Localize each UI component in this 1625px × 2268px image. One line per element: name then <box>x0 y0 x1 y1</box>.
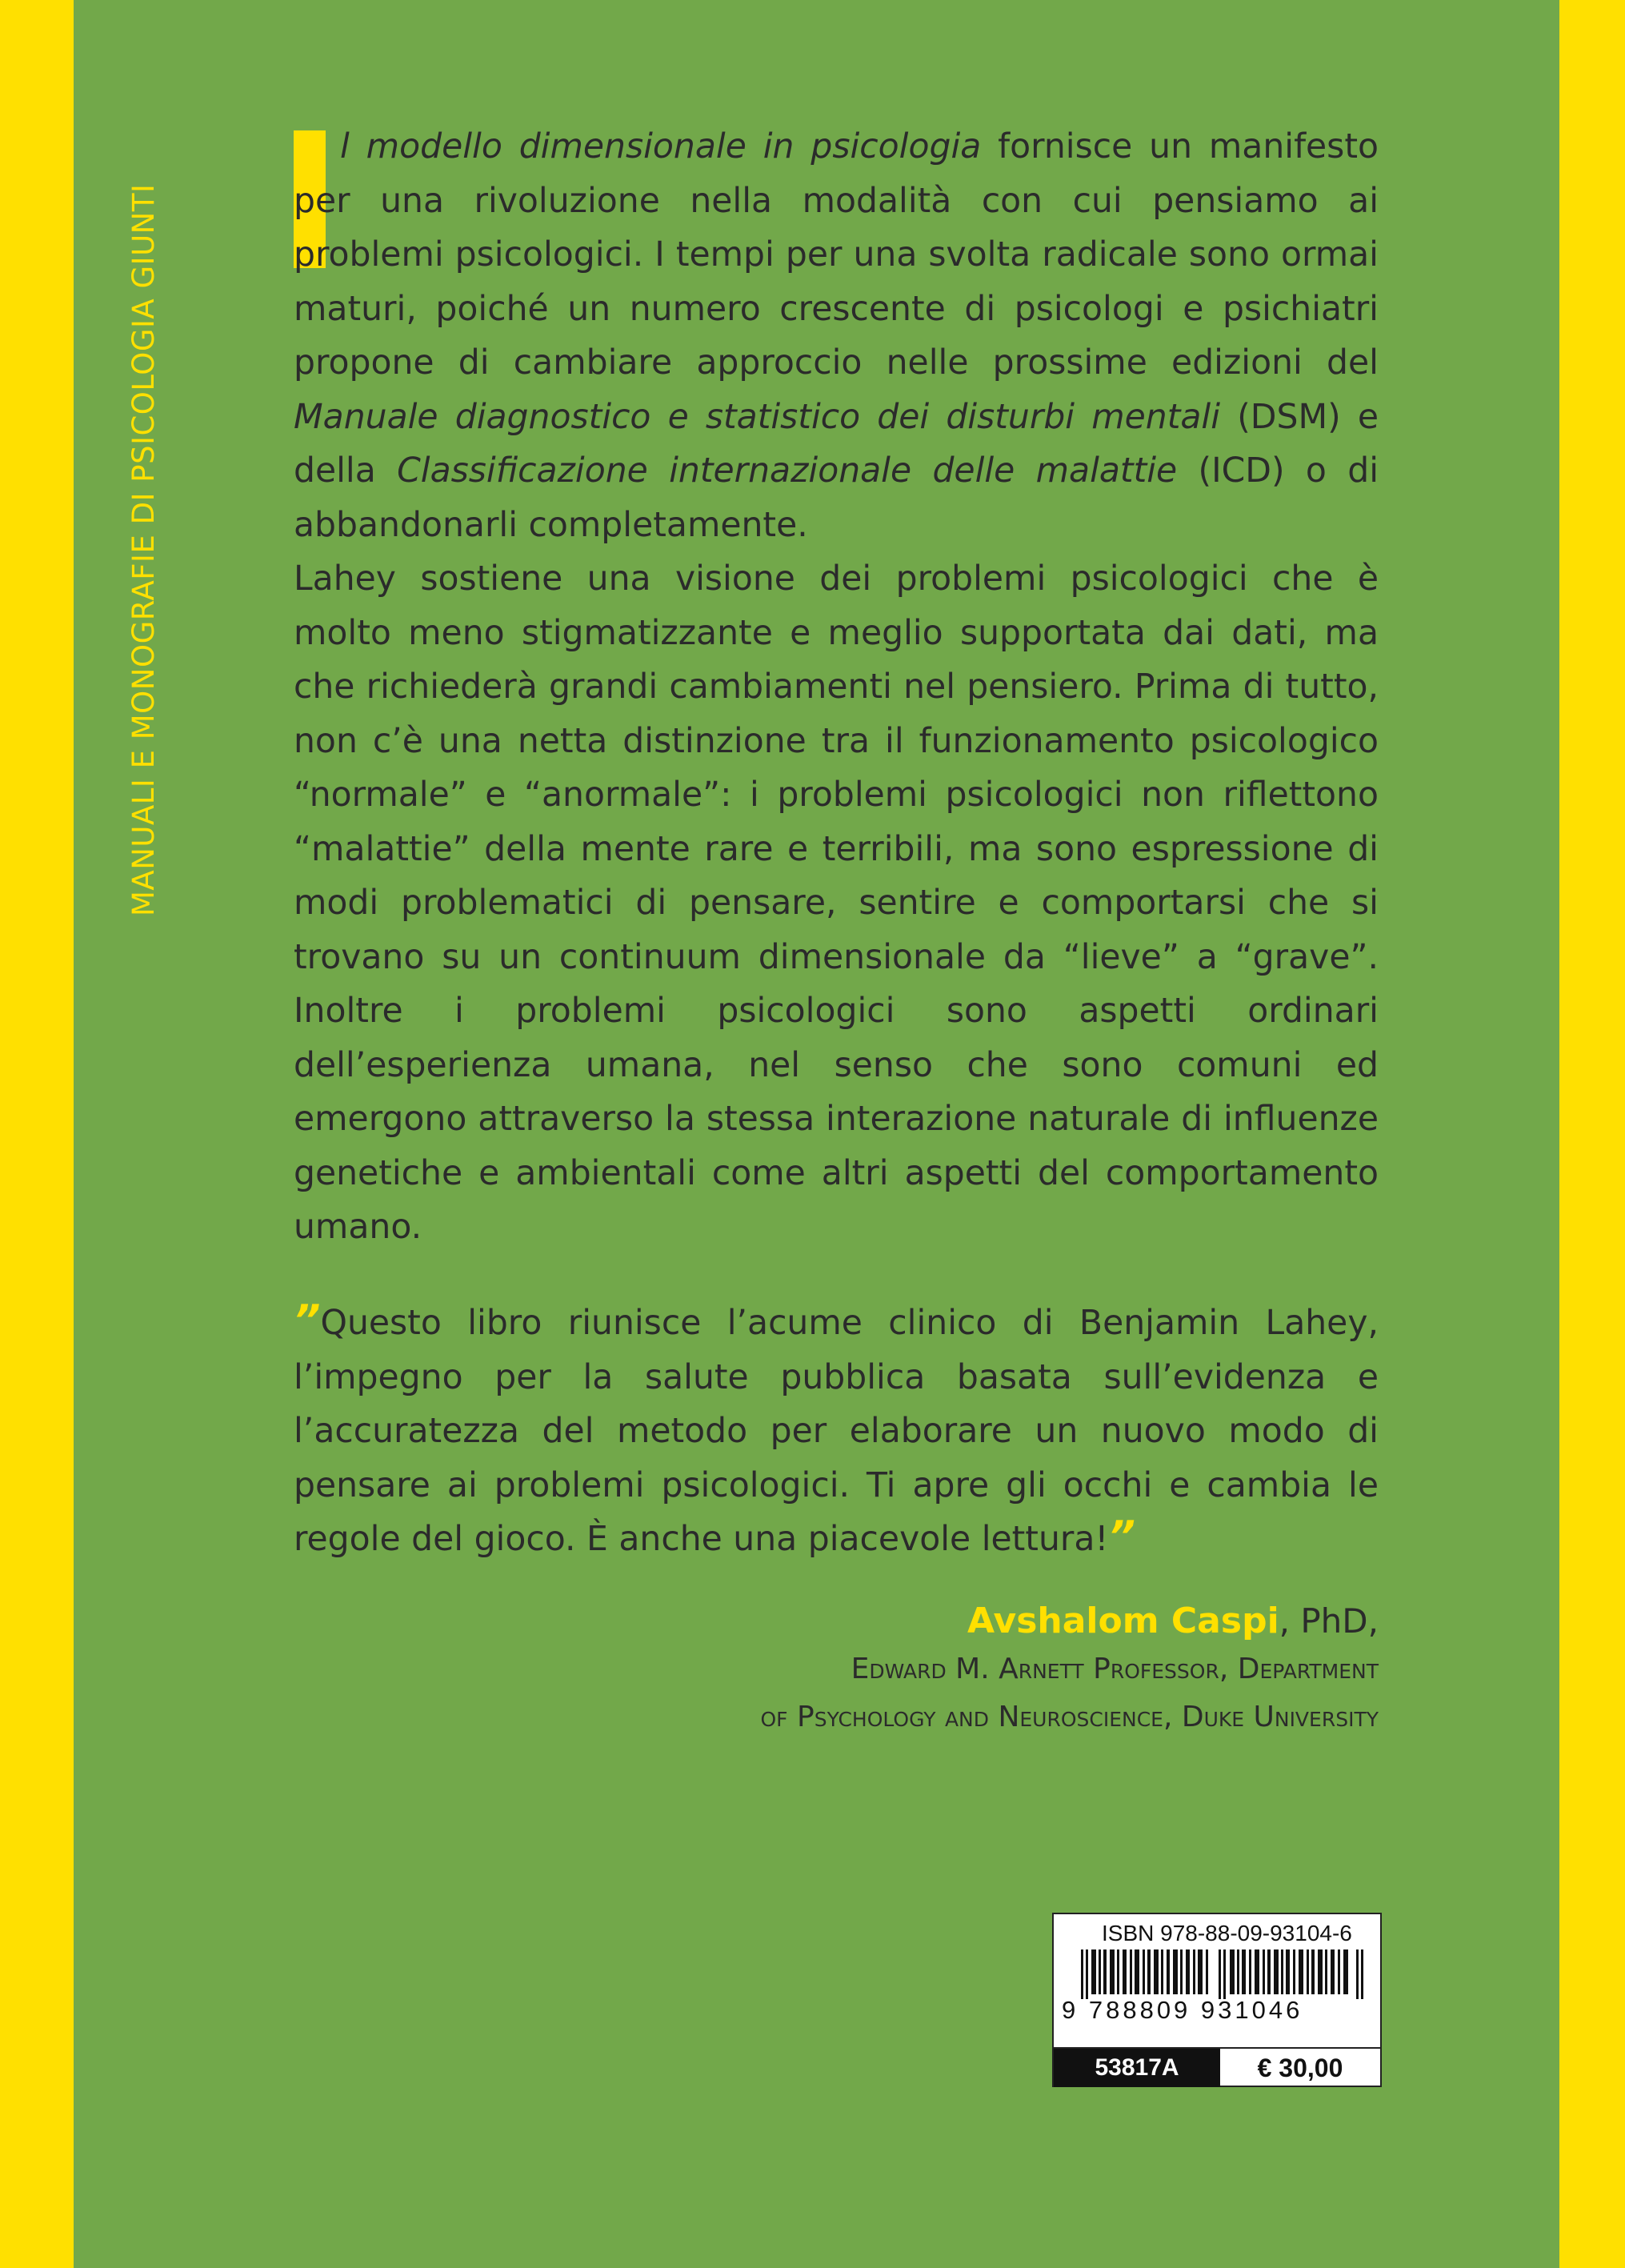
intro-text <box>294 120 1379 1255</box>
price-row <box>1054 2047 1380 2087</box>
open-quote-mark: ” <box>294 1296 321 1344</box>
intro-paragraph-2: Lahey sostiene una visione dei problemi psicologici che è molto meno stigmatizzante e meglio supportata dai dati, ma che richiederà grandi cambiamenti nel pensiero. Prima di tutto, non c’è una netta distinzione tra il funzionamento psicologico “normale” e “anormale”: i problemi psicologici non riflettono “malattie” della mente rare e terribili, ma sono espressione di modi problematici di pensare, sentire e comportarsi che si trovano su un continuum dimensionale da “lieve” a “grave”. Inoltre i problemi psicologici sono aspetti ordinari dell’esperienza umana, nel senso che sono comuni ed emergono attraverso la stessa interazione naturale di influenze genetiche e ambientali come altri aspetti del comportamento umano. <box>294 559 1379 1247</box>
quote-text: Questo libro riunisce l’acume clinico di Benjamin Lahey, l’impegno per la salute pubblica basata sull’evidenza e l’accuratezza del metodo per elaborare un nuovo modo di pensare ai problemi psicologici. Ti apre gli occhi e cambia le regole del gioco. È anche una piacevole lettura! <box>294 1304 1379 1559</box>
barcode-digits: 9 788809 931046 <box>1062 1996 1303 2024</box>
icd-title-italic: Classificazione internazionale delle malattie <box>397 451 1178 491</box>
author-name: Avshalom Caspi <box>967 1601 1279 1641</box>
intro-p1-text-c: (ICD) o di abbandonarli completamente. <box>294 451 1379 545</box>
affiliation-line-1: Edward M. Arnett Professor, Department <box>851 1653 1379 1685</box>
intro-p1-text-b: (DSM) e della <box>294 397 1379 491</box>
endorsement-quote <box>294 1296 1379 1567</box>
intro-p1-text-a: fornisce un manifesto per una rivoluzione nella modalità con cui pensiamo ai problemi psicologici. I tempi per una svolta radicale sono ormai maturi, poiché un numero crescente di psicologi e psichiatri propone di cambiare approccio nelle prossime edizioni del <box>294 127 1379 383</box>
quote-paragraph <box>294 1296 1379 1567</box>
author-line <box>400 1597 1379 1645</box>
price-label: € 30,00 <box>1257 2054 1343 2082</box>
close-quote-mark: ” <box>1108 1513 1135 1561</box>
product-code: 53817A <box>1054 2049 1220 2087</box>
series-spine-label: MANUALI E MONOGRAFIE DI PSICOLOGIA GIUNTI <box>126 183 161 916</box>
dsm-title-italic: Manuale diagnostico e statistico dei disturbi mentali <box>294 397 1221 437</box>
intro-paragraph-1 <box>294 120 1379 552</box>
barcode-box <box>1052 1913 1382 2087</box>
affiliation-line-2: of Psychology and Neuroscience, Duke University <box>760 1701 1379 1733</box>
book-title-italic: l modello dimensionale in psicologia <box>340 127 982 166</box>
isbn-label: ISBN 978-88-09-93104-6 <box>1102 1921 1352 1945</box>
author-credential: , PhD, <box>1279 1601 1379 1641</box>
barcode-icon <box>1081 1949 1369 1999</box>
quote-attribution <box>400 1597 1379 1741</box>
